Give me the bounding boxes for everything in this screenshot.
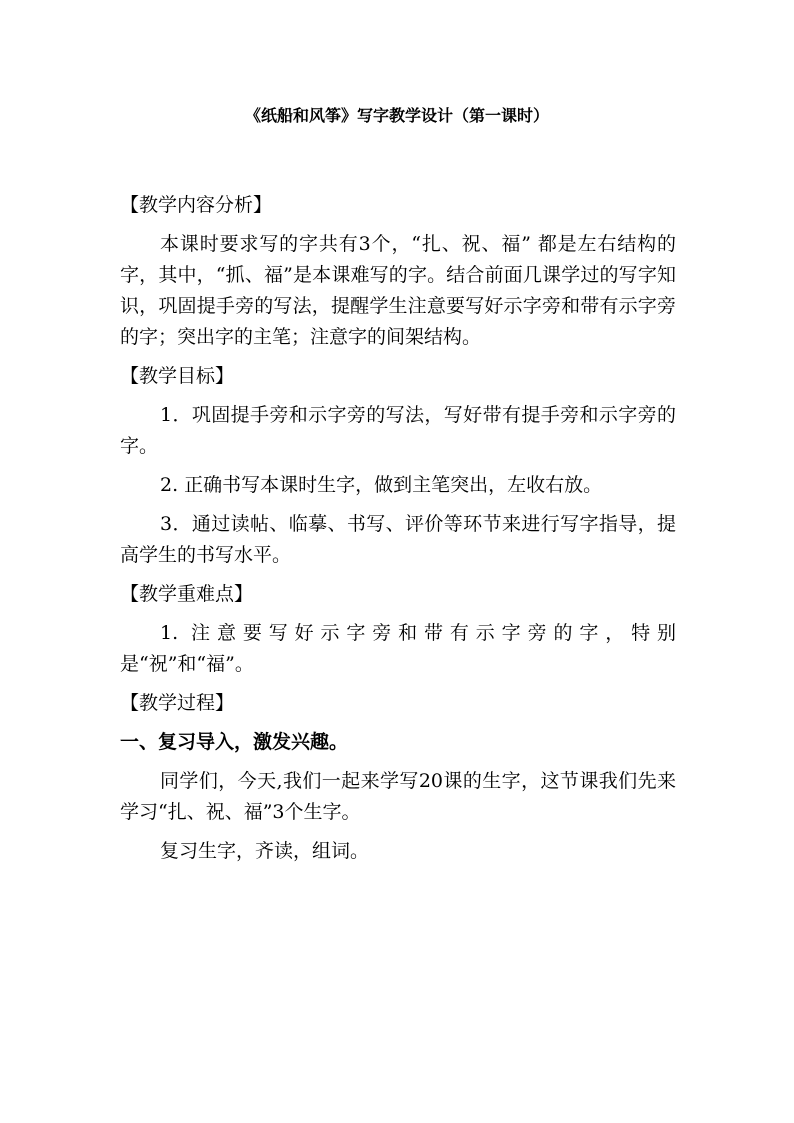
key-point-item-1: 1. 注意要写好示字旁和带有示字旁的字，特别是“祝”和“福”。	[120, 622, 676, 675]
section-heading-process: 【教学过程】	[120, 692, 235, 714]
process-step-1-heading: 一、复习导入，激发兴趣。	[120, 731, 349, 753]
goal-item-1: 1．巩固提手旁和示字旁的写法，写好带有提手旁和示字旁的字。	[120, 404, 676, 457]
section-heading-analysis: 【教学内容分析】	[120, 194, 273, 216]
section-heading-goals: 【教学目标】	[120, 365, 235, 387]
goal-item-2: 2. 正确书写本课时生字，做到主笔突出，左收右放。	[160, 474, 603, 496]
process-paragraph-2: 复习生字，齐读，组词。	[160, 840, 370, 862]
goal-item-3: 3．通过读帖、临摹、书写、评价等环节来进行写字指导，提高学生的书写水平。	[120, 513, 676, 566]
document-body	[120, 186, 676, 871]
document-title: 《纸船和风筝》写字教学设计（第一课时）	[244, 106, 549, 125]
analysis-paragraph: 本课时要求写的字共有3个，“扎、祝、福” 都是左右结构的字，其中，“抓、福”是本课难写的字。结合前面几课学过的写字知识，巩固提手旁的写法，提醒学生注意要写好示字旁和带有示字旁的字；突出字的主笔；注意字的间架结构。	[120, 233, 676, 348]
process-paragraph-1: 同学们，今天,我们一起来学写20课的生字，这节课我们先来学习“扎、祝、福”3个生字。	[120, 770, 676, 823]
section-heading-key-points: 【教学重难点】	[120, 583, 254, 605]
